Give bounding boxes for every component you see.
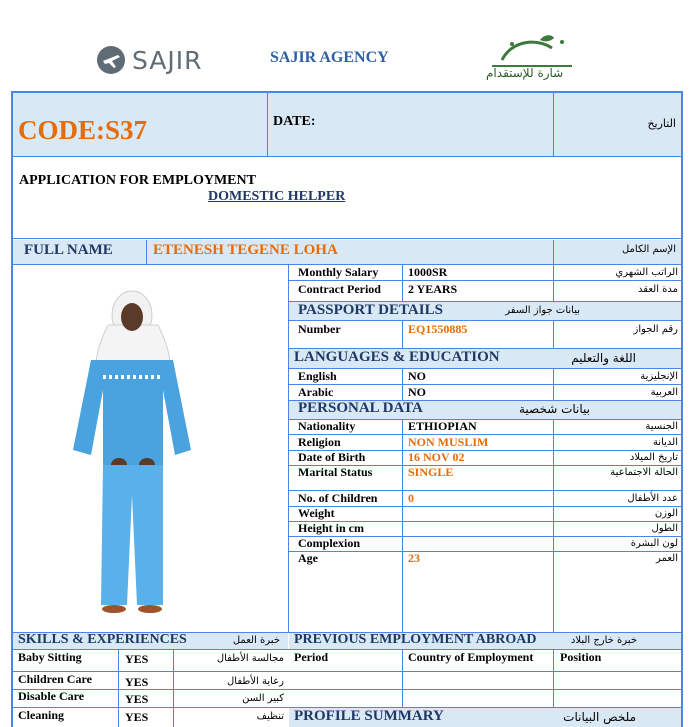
english-ar: الإنجليزية — [640, 371, 678, 382]
contract-period-value: 2 YEARS — [408, 282, 458, 296]
languages-title-ar: اللغة والتعليم — [571, 351, 636, 365]
previous-col-country: Country of Employment — [408, 650, 534, 664]
age-value: 23 — [408, 551, 420, 565]
complexion-ar: لون البشرة — [630, 538, 678, 549]
monthly-salary-value: 1000SR — [408, 265, 448, 279]
weight-label: Weight — [298, 506, 335, 520]
children-ar: عدد الأطفال — [627, 493, 678, 504]
passport-number-ar: رقم الجواز — [633, 324, 678, 335]
marital-status-ar: الحالة الاجتماعية — [610, 467, 678, 478]
contract-period-label: Contract Period — [298, 282, 381, 296]
header — [0, 0, 695, 92]
full-name-value: ETENESH TEGENE LOHA — [153, 242, 338, 258]
complexion-label: Complexion — [298, 536, 361, 550]
disable-care-ar: كبير السن — [242, 693, 284, 704]
marital-status-value: SINGLE — [408, 465, 454, 479]
marital-status-label: Marital Status — [298, 465, 373, 479]
nationality-value: ETHIOPIAN — [408, 419, 477, 433]
date-label: DATE: — [273, 114, 316, 129]
nationality-ar: الجنسية — [645, 421, 678, 432]
code-label: CODE:S37 — [18, 115, 148, 145]
arabic-label: Arabic — [298, 385, 334, 399]
agency-name: SAJIR AGENCY — [270, 49, 389, 66]
dob-label: Date of Birth — [298, 450, 366, 464]
english-label: English — [298, 369, 337, 383]
sajir-logo-text: SAJIR — [132, 46, 203, 75]
children-care-label: Children Care — [18, 672, 92, 686]
arabic-ar: العربية — [650, 387, 678, 398]
nationality-label: Nationality — [298, 419, 356, 433]
profile-title-ar: ملخص البيانات — [563, 710, 636, 724]
leaf-ornament-icon — [482, 30, 582, 70]
skills-title: SKILLS & EXPERIENCES — [18, 632, 187, 647]
disable-care-label: Disable Care — [18, 689, 85, 703]
weight-ar: الوزن — [654, 508, 678, 519]
application-title: APPLICATION FOR EMPLOYMENT — [19, 173, 256, 188]
height-label: Height in cm — [298, 521, 364, 535]
previous-col-period: Period — [294, 650, 328, 664]
skills-title-ar: خبرة العمل — [232, 635, 280, 646]
monthly-salary-ar: الراتب الشهري — [615, 267, 678, 278]
baby-sitting-ar: مجالسة الأطفال — [216, 653, 284, 664]
passport-number-label: Number — [298, 322, 341, 336]
previous-col-position: Position — [560, 650, 602, 664]
english-value: NO — [408, 369, 426, 383]
baby-sitting-value: YES — [125, 652, 149, 666]
passport-title-ar: بيانات جواز السفر — [505, 305, 580, 316]
contract-period-ar: مدة العقد — [638, 284, 678, 295]
arabic-value: NO — [408, 385, 426, 399]
arabic-logo — [482, 30, 582, 92]
plane-icon — [96, 45, 126, 75]
date-ar: التاريخ — [647, 117, 676, 130]
full-name-ar: الإسم الكامل — [621, 244, 676, 255]
profile-title: PROFILE SUMMARY — [294, 708, 444, 724]
cleaning-ar: تنظيف — [256, 711, 284, 722]
religion-label: Religion — [298, 435, 341, 449]
arabic-logo-text: شارة للإستقدام — [486, 66, 564, 80]
passport-number-value: EQ1550885 — [408, 322, 468, 336]
monthly-salary-label: Monthly Salary — [298, 265, 379, 279]
religion-ar: الديانة — [652, 437, 678, 448]
dob-value: 16 NOV 02 — [408, 450, 465, 464]
application-position: DOMESTIC HELPER — [208, 189, 346, 204]
full-name-label: FULL NAME — [24, 242, 113, 258]
languages-title: LANGUAGES & EDUCATION — [294, 349, 500, 365]
children-label: No. of Children — [298, 491, 378, 505]
age-ar: العمر — [656, 553, 678, 564]
children-care-ar: رعاية الأطفال — [227, 676, 284, 687]
previous-title: PREVIOUS EMPLOYMENT ABROAD — [294, 632, 537, 647]
personal-title: PERSONAL DATA — [298, 400, 423, 416]
height-ar: الطول — [651, 523, 678, 534]
disable-care-value: YES — [125, 692, 149, 706]
cleaning-value: YES — [125, 710, 149, 724]
sajir-logo — [96, 45, 206, 77]
children-value: 0 — [408, 491, 414, 505]
age-label: Age — [298, 551, 318, 565]
cleaning-label: Cleaning — [18, 708, 65, 722]
dob-ar: تاريخ الميلاد — [629, 452, 678, 463]
personal-title-ar: بيانات شخصية — [519, 402, 590, 416]
children-care-value: YES — [125, 675, 149, 689]
candidate-photo — [13, 265, 288, 631]
baby-sitting-label: Baby Sitting — [18, 650, 82, 664]
religion-value: NON MUSLIM — [408, 435, 489, 449]
previous-title-ar: خبرة خارج البلاد — [570, 635, 637, 646]
passport-title: PASSPORT DETAILS — [298, 302, 443, 318]
